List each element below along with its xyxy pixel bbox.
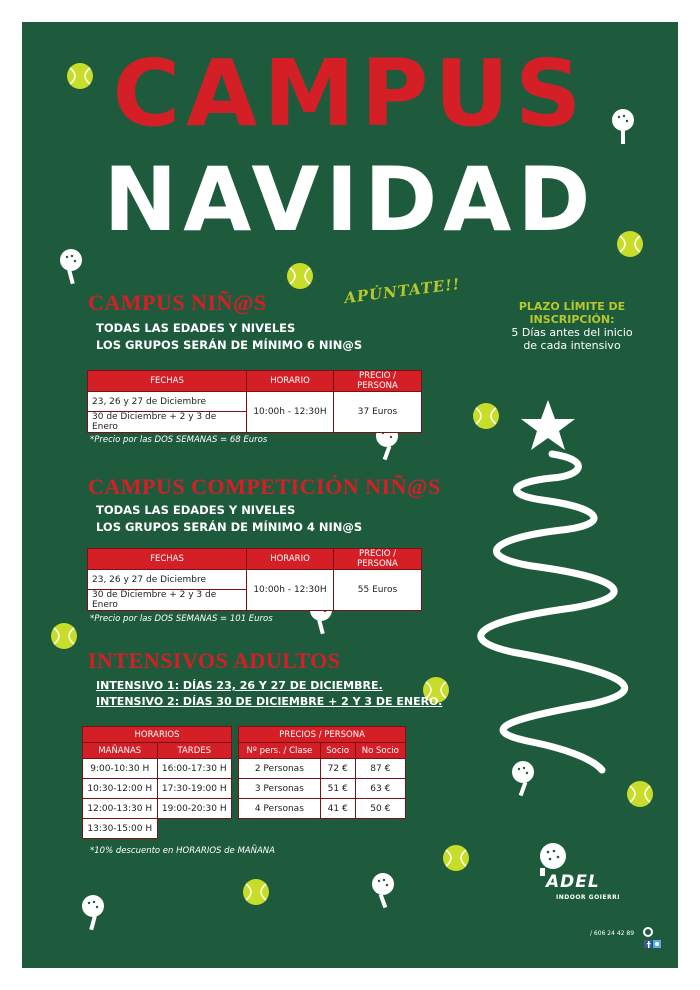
whatsapp-icon [642, 926, 654, 938]
fecha-cell: 30 de Diciembre + 2 y 3 de Enero [88, 412, 247, 433]
facebook-icon [644, 940, 652, 948]
tennis-ball-icon [626, 780, 654, 808]
header-horario: HORARIO [247, 549, 334, 570]
horario-cell: 10:00h - 12:30H [247, 392, 334, 433]
twitter-icon [653, 940, 661, 948]
precio-cell: 63 € [355, 779, 405, 799]
header-fechas: FECHAS [88, 371, 247, 392]
campus-competicion-table [87, 548, 422, 611]
title-campus: CAMPUS [112, 40, 588, 147]
section-heading-campus-ninos: CAMPUS NIÑ@S [88, 290, 267, 315]
header-horario: HORARIO [247, 371, 334, 392]
tennis-ball-icon [616, 230, 644, 258]
apuntate-text: APÚNTATE!! [343, 274, 462, 308]
campus-competicion-sub-1: TODAS LAS EDADES Y NIVELES [96, 503, 296, 517]
precio-cell: 4 Personas [239, 799, 321, 819]
fecha-cell: 23, 26 y 27 de Diciembre [88, 392, 247, 412]
precio-cell: 50 € [355, 799, 405, 819]
precio-cell: 3 Personas [239, 779, 321, 799]
precios-header: Nº pers. / Clase [239, 743, 321, 759]
tarde-slot: 19:00-20:30 H [157, 799, 232, 819]
christmas-tree-illustration [442, 398, 678, 778]
manana-slot: 9:00-10:30 H [83, 759, 158, 779]
padel-racket-icon [368, 872, 398, 910]
padel-racket-icon [56, 248, 86, 286]
mananas-header: MAÑANAS [83, 743, 158, 759]
precio-cell: 2 Personas [239, 759, 321, 779]
campus-ninos-table [87, 370, 422, 433]
manana-slot: 12:00-13:30 H [83, 799, 158, 819]
tarde-slot: 16:00-17:30 H [157, 759, 232, 779]
plazo-text-2: de cada intensivo [523, 339, 621, 352]
precio-cell: 37 Euros [334, 392, 422, 433]
intensivo-2: INTENSIVO 2: DÍAS 30 DE DICIEMBRE + 2 Y 3 DE ENERO. [96, 695, 443, 708]
empty-cell [157, 819, 232, 839]
intensivo-1: INTENSIVO 1: DÍAS 23, 26 Y 27 DE DICIEMBRE. [96, 679, 383, 692]
precio-cell: 41 € [320, 799, 355, 819]
padel-racket-icon [78, 894, 108, 932]
precios-title: PRECIOS / PERSONA [239, 727, 406, 743]
horario-cell: 10:00h - 12:30H [247, 570, 334, 611]
adultos-note: *10% descuento en HORARIOS de MAÑANA [90, 846, 275, 856]
phone-number: / 606 24 42 89 [590, 930, 635, 937]
star-icon [521, 400, 575, 450]
plazo-text-1: 5 Días antes del inicio [511, 326, 633, 339]
precio-cell: 51 € [320, 779, 355, 799]
tennis-ball-icon [286, 262, 314, 290]
horarios-table [82, 726, 232, 839]
manana-slot: 13:30-15:00 H [83, 819, 158, 839]
header-precio: PRECIO / PERSONA [334, 549, 422, 570]
tardes-header: TARDES [157, 743, 232, 759]
tennis-ball-icon [242, 878, 270, 906]
tennis-ball-icon [66, 62, 94, 90]
precios-table [238, 726, 406, 819]
logo-name: ADEL [546, 872, 600, 892]
campus-ninos-note: *Precio por las DOS SEMANAS = 68 Euros [90, 435, 268, 445]
precio-cell: 55 Euros [334, 570, 422, 611]
logo-sub: INDOOR GOIERRI [556, 894, 620, 901]
header-precio: PRECIO / PERSONA [334, 371, 422, 392]
section-heading-campus-competicion: CAMPUS COMPETICIÓN NIÑ@S [88, 474, 441, 499]
campus-competicion-note: *Precio por las DOS SEMANAS = 101 Euros [90, 614, 273, 624]
fecha-cell: 23, 26 y 27 de Diciembre [88, 570, 247, 590]
campus-competicion-sub-2: LOS GRUPOS SERÁN DE MÍNIMO 4 NIN@S [96, 520, 363, 534]
precio-cell: 72 € [320, 759, 355, 779]
title-navidad: NAVIDAD [103, 148, 597, 251]
poster [22, 22, 678, 968]
section-heading-intensivos-adultos: INTENSIVOS ADULTOS [88, 648, 341, 673]
tennis-ball-icon [442, 844, 470, 872]
campus-ninos-sub-1: TODAS LAS EDADES Y NIVELES [96, 321, 296, 335]
header-fechas: FECHAS [88, 549, 247, 570]
plazo-block [492, 300, 652, 352]
adel-logo [534, 842, 634, 902]
padel-racket-icon [608, 108, 638, 146]
padel-racket-icon [536, 842, 572, 876]
precios-header: No Socio [355, 743, 405, 759]
fecha-cell: 30 de Diciembre + 2 y 3 de Enero [88, 590, 247, 611]
campus-ninos-sub-2: LOS GRUPOS SERÁN DE MÍNIMO 6 NIN@S [96, 338, 363, 352]
manana-slot: 10:30-12:00 H [83, 779, 158, 799]
plazo-label: PLAZO LÍMITE DE INSCRIPCIÓN: [518, 300, 626, 326]
precio-cell: 87 € [355, 759, 405, 779]
tarde-slot: 17:30-19:00 H [157, 779, 232, 799]
precios-header: Socio [320, 743, 355, 759]
tennis-ball-icon [50, 622, 78, 650]
horarios-title: HORARIOS [83, 727, 232, 743]
